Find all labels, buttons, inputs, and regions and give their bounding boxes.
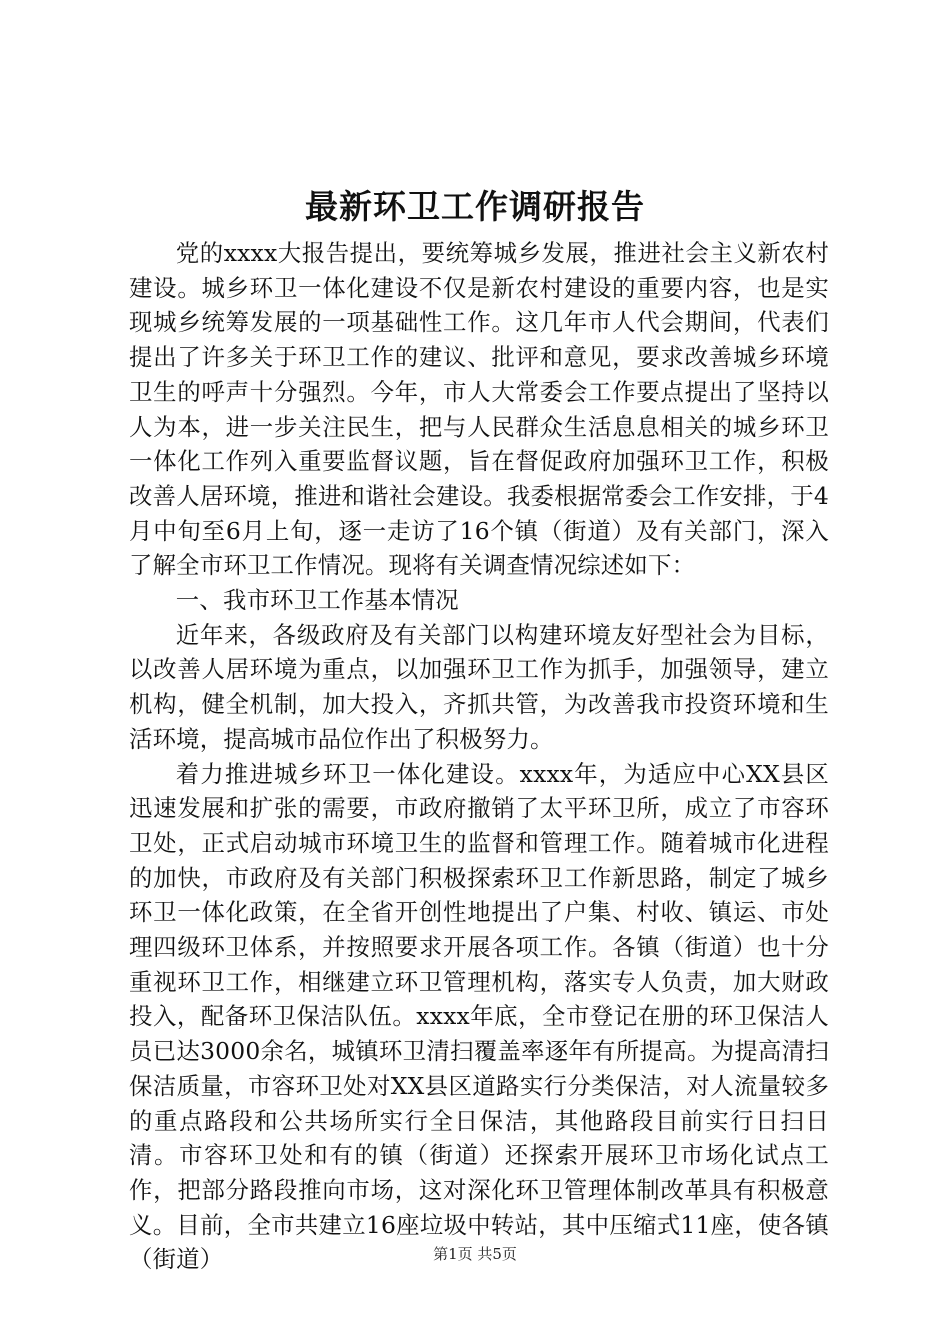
section-heading: 一、我市环卫工作基本情况 bbox=[175, 586, 459, 615]
paragraph-intro: 党的xxxx大报告提出，要统筹城乡发展，推进社会主义新农村建设。城乡环卫一体化建设不仅是新农村建设的重要内容，也是实现城乡统筹发展的一项基础性工作。这几年市人代会期间，代表们提出了许多关于环卫工作的建议、批评和意见，要求改善城乡环境卫生的呼声十分强烈。今年，市人大常委会工作要点提出了坚持以人为本，进一步关注民生，把与人民群众生活息息相关的城乡环卫一体化工作列入重要监督议题，旨在督促政府加强环卫工作，积极改善人居环境，推进和谐社会建设。我委根据常委会工作安排，于4月中旬至6月上旬，逐一走访了16个镇（街道）及有关部门，深入了解全市环卫工作情况。现将有关调查情况综述如下： bbox=[129, 239, 829, 580]
document-title: 最新环卫工作调研报告 bbox=[305, 187, 645, 226]
document-body bbox=[129, 236, 829, 1277]
paragraph-overview: 近年来，各级政府及有关部门以构建环境友好型社会为目标，以改善人居环境为重点，以加强环卫工作为抓手，加强领导，建立机构，健全机制，加大投入，齐抓共管，为改善我市投资环境和生活环境，提高城市品位作出了积极努力。 bbox=[129, 620, 829, 753]
page-footer: 第1页 共5页 bbox=[433, 1245, 517, 1263]
paragraph-integration: 着力推进城乡环卫一体化建设。xxxx年，为适应中心XX县区迅速发展和扩张的需要，市政府撤销了太平环卫所，成立了市容环卫处，正式启动城市环境卫生的监督和管理工作。随着城市化进程的加快，市政府及有关部门积极探索环卫工作新思路，制定了城乡环卫一体化政策，在全省开创性地提出了户集、村收、镇运、市处理四级环卫体系，并按照要求开展各项工作。各镇（街道）也十分重视环卫工作，相继建立环卫管理机构，落实专人负责，加大财政投入，配备环卫保洁队伍。xxxx年底，全市登记在册的环卫保洁人员已达3000余名，城镇环卫清扫覆盖率逐年有所提高。为提高清扫保洁质量，市容环卫处对XX县区道路实行分类保洁，对人流量较多的重点路段和公共场所实行全日保洁，其他路段目前实行日扫日清。市容环卫处和有的镇（街道）还探索开展环卫市场化试点工作，把部分路段推向市场，这对深化环卫管理体制改革具有积极意义。目前，全市共建立16座垃圾中转站，其中压缩式11座，使各镇（街道） bbox=[129, 759, 829, 1274]
